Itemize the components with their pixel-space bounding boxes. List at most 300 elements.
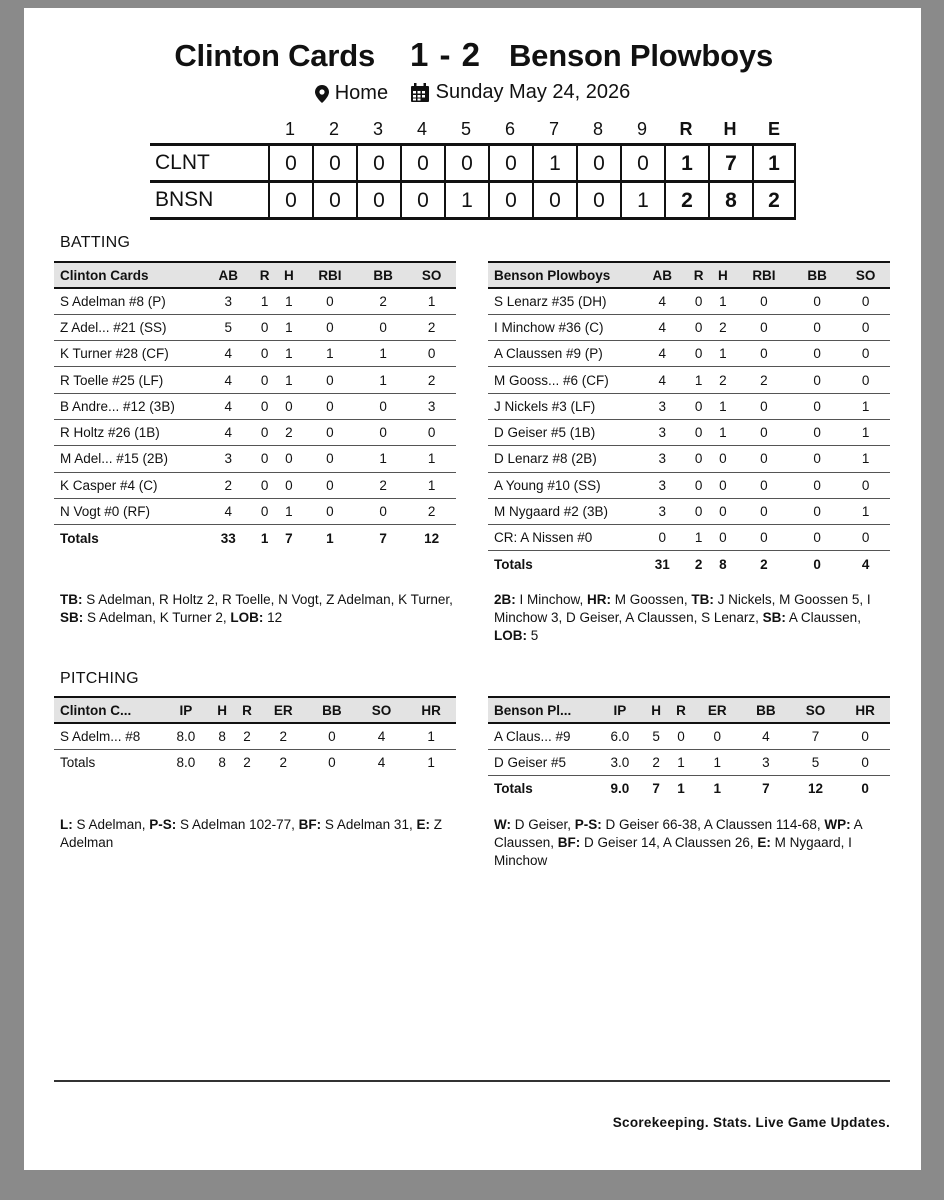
totals-cell: 0 xyxy=(861,781,869,797)
stat-cell: 4 xyxy=(638,341,687,367)
stat-cell: 0 xyxy=(840,749,890,775)
inning-header: 3 xyxy=(372,119,383,139)
line-score-cell: 1 xyxy=(532,145,576,182)
column-header: BB xyxy=(741,697,791,723)
totals-cell: 1 xyxy=(260,530,269,546)
totals-cell: 4 xyxy=(377,755,386,771)
column-header: R xyxy=(669,697,694,723)
line-score-cell: 0 xyxy=(268,182,312,219)
stat-cell: 0 xyxy=(359,498,408,524)
stat-cell: 0 xyxy=(793,446,842,472)
column-header: Benson Pl... xyxy=(488,697,596,723)
player-name: D Geiser #5 xyxy=(488,749,596,775)
line-score-row xyxy=(150,183,796,220)
map-pin-icon xyxy=(315,85,329,103)
column-header: IP xyxy=(596,697,644,723)
column-header: R xyxy=(253,262,277,288)
player-name: S Lenarz #35 (DH) xyxy=(488,288,638,314)
stat-cell: 0 xyxy=(301,498,359,524)
line-score-team: CLNT xyxy=(155,151,210,174)
stat-cell: 0 xyxy=(735,446,793,472)
stat-cell: 1 xyxy=(253,288,277,314)
away-batting-notes xyxy=(60,591,456,627)
line-score-row xyxy=(150,146,796,183)
totals-label: Totals xyxy=(494,781,533,797)
stat-cell: 2 xyxy=(407,314,456,340)
line-score-cell: 1 xyxy=(752,145,796,182)
line-score-cell: 0 xyxy=(268,145,312,182)
note-text: M Goossen, xyxy=(611,592,692,607)
table-row xyxy=(54,367,456,393)
stat-cell: 0 xyxy=(277,446,301,472)
stat-cell: 0 xyxy=(407,341,456,367)
totals-cell: 9.0 xyxy=(610,781,630,797)
totals-cell: 8 xyxy=(218,755,226,771)
stat-cell: 4 xyxy=(204,498,253,524)
table-header-row xyxy=(488,697,890,723)
column-header: R xyxy=(687,262,711,288)
stat-cell: 0 xyxy=(735,498,793,524)
stat-cell: 0 xyxy=(711,472,735,498)
player-name: K Casper #4 (C) xyxy=(54,472,204,498)
stat-cell: 1 xyxy=(406,723,456,749)
line-score-team: BNSN xyxy=(155,188,214,211)
stat-cell: 0 xyxy=(687,419,711,445)
stat-cell: 5 xyxy=(204,314,253,340)
stat-cell: 0 xyxy=(301,314,359,340)
totals-cell: 7 xyxy=(652,781,660,797)
column-header: AB xyxy=(638,262,687,288)
player-name: D Lenarz #8 (2B) xyxy=(488,446,638,472)
stat-cell: 2 xyxy=(204,472,253,498)
stat-cell: 0 xyxy=(253,314,277,340)
stat-cell: 0 xyxy=(735,288,793,314)
stat-cell: 0 xyxy=(301,393,359,419)
totals-cell: 33 xyxy=(220,530,236,546)
inning-header: R xyxy=(679,119,693,139)
note-label: BF: xyxy=(298,817,322,832)
player-name: S Adelm... #8 xyxy=(54,723,162,749)
date-label: Sunday May 24, 2026 xyxy=(435,81,631,103)
table-header-row xyxy=(54,697,456,723)
location-label: Home xyxy=(334,82,389,104)
player-name: S Adelman #8 (P) xyxy=(54,288,204,314)
column-header: BB xyxy=(359,262,408,288)
stat-cell: 0 xyxy=(693,723,741,749)
stat-cell: 0 xyxy=(793,288,842,314)
stat-cell: 1 xyxy=(277,288,301,314)
stat-cell: 2 xyxy=(359,288,408,314)
note-text: A Claussen, xyxy=(494,817,862,850)
table-row xyxy=(54,314,456,340)
stat-cell: 4 xyxy=(741,723,791,749)
player-name: J Nickels #3 (LF) xyxy=(488,393,638,419)
note-text: 12 xyxy=(263,610,283,625)
calendar-icon xyxy=(410,83,430,103)
stat-cell: 0 xyxy=(277,393,301,419)
stat-cell: 4 xyxy=(204,367,253,393)
totals-cell: 1 xyxy=(326,530,334,546)
stat-cell: 0 xyxy=(301,288,359,314)
stat-cell: 3 xyxy=(204,288,253,314)
table-row xyxy=(54,498,456,524)
stat-cell: 0 xyxy=(735,314,793,340)
totals-row xyxy=(54,525,456,551)
stat-cell: 0 xyxy=(793,498,842,524)
column-header: Clinton Cards xyxy=(54,262,204,288)
stat-cell: 2 xyxy=(711,367,735,393)
stat-cell: 1 xyxy=(359,341,408,367)
note-label: TB: xyxy=(691,592,714,607)
away-pitching-notes xyxy=(60,816,456,852)
location xyxy=(315,82,388,105)
stat-cell: 0 xyxy=(841,367,890,393)
stat-cell: 0 xyxy=(359,314,408,340)
stat-cell: 2 xyxy=(711,314,735,340)
totals-cell: 0 xyxy=(813,556,821,572)
batting-heading: BATTING xyxy=(60,234,131,251)
line-score-cell: 0 xyxy=(488,182,532,219)
totals-cell: 8.0 xyxy=(176,755,196,771)
line-score-cell: 2 xyxy=(664,182,708,219)
note-label: SB: xyxy=(762,610,786,625)
line-score-cell: 1 xyxy=(620,182,664,219)
stat-cell: 0 xyxy=(253,498,277,524)
stat-cell: 3 xyxy=(638,498,687,524)
stat-cell: 4 xyxy=(204,393,253,419)
column-header: SO xyxy=(407,262,456,288)
box-score-page xyxy=(24,8,921,1170)
stat-cell: 2 xyxy=(644,749,669,775)
stat-cell: 0 xyxy=(735,419,793,445)
line-score-cell: 0 xyxy=(400,145,444,182)
note-text: S Adelman 31, xyxy=(321,817,417,832)
stat-cell: 0 xyxy=(687,472,711,498)
inning-header: E xyxy=(767,119,780,139)
stat-cell: 0 xyxy=(687,393,711,419)
stat-cell: 0 xyxy=(253,446,277,472)
stat-cell: 1 xyxy=(711,288,735,314)
away-pitching-table xyxy=(54,696,456,776)
stat-cell: 8.0 xyxy=(162,723,210,749)
totals-cell: 1 xyxy=(427,755,435,771)
note-text: D Geiser 66-38, A Claussen 114-68, xyxy=(601,817,825,832)
stat-cell: 1 xyxy=(711,393,735,419)
note-label: BF: xyxy=(557,835,581,850)
home-team-name: Benson Plowboys xyxy=(509,38,773,73)
inning-header: 9 xyxy=(636,119,647,139)
totals-cell: 7 xyxy=(379,530,387,546)
note-text: S Adelman, xyxy=(72,817,150,832)
line-score-cell: 0 xyxy=(312,182,356,219)
stat-cell: 0 xyxy=(687,341,711,367)
totals-cell: 0 xyxy=(328,755,336,771)
player-name: M Gooss... #6 (CF) xyxy=(488,367,638,393)
note-text: A Claussen, xyxy=(785,610,861,625)
stat-cell: 1 xyxy=(841,498,890,524)
stat-cell: 0 xyxy=(687,446,711,472)
totals-cell: 1 xyxy=(677,781,685,797)
stat-cell: 4 xyxy=(357,723,407,749)
column-header: SO xyxy=(791,697,841,723)
totals-cell: 2 xyxy=(243,755,251,771)
stat-cell: 3 xyxy=(638,419,687,445)
totals-cell: 7 xyxy=(285,530,293,546)
stat-cell: 3 xyxy=(407,393,456,419)
final-score: 1 - 2 xyxy=(410,36,482,73)
column-header: AB xyxy=(204,262,253,288)
table-row xyxy=(488,341,890,367)
stat-cell: 3 xyxy=(638,472,687,498)
line-score xyxy=(150,118,796,220)
stat-cell: 3 xyxy=(741,749,791,775)
player-name: R Holtz #26 (1B) xyxy=(54,419,204,445)
pitching-heading: PITCHING xyxy=(60,670,139,687)
stat-cell: 0 xyxy=(735,472,793,498)
line-score-cell: 8 xyxy=(708,182,752,219)
table-row xyxy=(488,472,890,498)
player-name: A Claussen #9 (P) xyxy=(488,341,638,367)
table-row xyxy=(54,419,456,445)
note-label: LOB: xyxy=(494,628,527,643)
stat-cell: 5 xyxy=(791,749,841,775)
column-header: H xyxy=(711,262,735,288)
stat-cell: 1 xyxy=(841,393,890,419)
stat-cell: 0 xyxy=(301,446,359,472)
stat-cell: 0 xyxy=(793,525,842,551)
game-date xyxy=(410,81,631,104)
table-row xyxy=(488,288,890,314)
home-batting-notes xyxy=(494,591,890,645)
stat-cell: 1 xyxy=(841,446,890,472)
stat-cell: 0 xyxy=(253,472,277,498)
totals-cell: 4 xyxy=(861,556,870,572)
column-header: BB xyxy=(307,697,357,723)
totals-cell: 12 xyxy=(424,530,440,546)
player-name: K Turner #28 (CF) xyxy=(54,341,204,367)
away-team-name: Clinton Cards xyxy=(174,38,375,73)
stat-cell: 2 xyxy=(735,367,793,393)
stat-cell: 3 xyxy=(638,393,687,419)
note-label: LOB: xyxy=(230,610,264,625)
stat-cell: 0 xyxy=(711,525,735,551)
stat-cell: 4 xyxy=(204,419,253,445)
stat-cell: 0 xyxy=(841,314,890,340)
totals-label: Totals xyxy=(494,556,533,572)
stat-cell: 0 xyxy=(793,393,842,419)
table-row xyxy=(54,288,456,314)
stat-cell: 0 xyxy=(841,472,890,498)
totals-label: Totals xyxy=(60,530,99,546)
line-score-cell: 0 xyxy=(620,145,664,182)
column-header: Clinton C... xyxy=(54,697,162,723)
game-title xyxy=(24,38,921,82)
stat-cell: 0 xyxy=(735,393,793,419)
column-header: H xyxy=(210,697,235,723)
line-score-cell: 0 xyxy=(532,182,576,219)
line-score-cell: 0 xyxy=(356,145,400,182)
totals-row xyxy=(54,749,456,775)
table-row xyxy=(54,341,456,367)
stat-cell: 0 xyxy=(841,288,890,314)
stat-cell: 4 xyxy=(638,367,687,393)
stat-cell: 0 xyxy=(253,419,277,445)
note-label: TB: xyxy=(60,592,83,607)
column-header: SO xyxy=(357,697,407,723)
inning-header: H xyxy=(723,119,737,139)
stat-cell: 0 xyxy=(793,472,842,498)
line-score-cell: 0 xyxy=(356,182,400,219)
stat-cell: 0 xyxy=(253,341,277,367)
stat-cell: 0 xyxy=(793,367,842,393)
stat-cell: 2 xyxy=(259,723,307,749)
player-name: B Andre... #12 (3B) xyxy=(54,393,204,419)
line-score-cell: 0 xyxy=(444,145,488,182)
stat-cell: 0 xyxy=(301,419,359,445)
stat-cell: 1 xyxy=(669,749,694,775)
stat-cell: 1 xyxy=(711,419,735,445)
stat-cell: 0 xyxy=(359,419,408,445)
note-label: L: xyxy=(60,817,73,832)
inning-header: 5 xyxy=(460,119,471,139)
table-row xyxy=(488,393,890,419)
column-header: IP xyxy=(162,697,210,723)
line-score-cell: 1 xyxy=(444,182,488,219)
player-name: M Adel... #15 (2B) xyxy=(54,446,204,472)
note-label: SB: xyxy=(60,610,84,625)
note-label: E: xyxy=(416,817,430,832)
column-header: RBI xyxy=(301,262,359,288)
totals-cell: 2 xyxy=(760,556,768,572)
stat-cell: 0 xyxy=(687,498,711,524)
stat-cell: 1 xyxy=(359,446,408,472)
totals-cell: 8 xyxy=(719,556,727,572)
note-text: D Geiser, xyxy=(511,817,575,832)
note-text: 5 xyxy=(527,628,539,643)
stat-cell: 0 xyxy=(735,525,793,551)
stat-cell: 1 xyxy=(277,498,301,524)
table-row xyxy=(488,419,890,445)
stat-cell: 0 xyxy=(840,723,890,749)
footer-divider xyxy=(54,1080,890,1082)
stat-cell: 4 xyxy=(638,314,687,340)
stat-cell: 1 xyxy=(687,367,711,393)
totals-cell: 31 xyxy=(654,556,670,572)
stat-cell: 0 xyxy=(711,446,735,472)
stat-cell: 0 xyxy=(687,314,711,340)
stat-cell: 1 xyxy=(277,314,301,340)
note-text: M Nygaard, I Minchow xyxy=(494,835,852,868)
inning-header: 6 xyxy=(504,119,515,139)
player-name: N Vogt #0 (RF) xyxy=(54,498,204,524)
stat-cell: 7 xyxy=(791,723,841,749)
totals-cell: 2 xyxy=(694,556,703,572)
stat-cell: 1 xyxy=(687,525,711,551)
player-name: M Nygaard #2 (3B) xyxy=(488,498,638,524)
home-pitching-table xyxy=(488,696,890,802)
stat-cell: 1 xyxy=(693,749,741,775)
stat-cell: 6.0 xyxy=(596,723,644,749)
stat-cell: 8 xyxy=(210,723,235,749)
column-header: ER xyxy=(259,697,307,723)
stat-cell: 3 xyxy=(204,446,253,472)
totals-cell: 12 xyxy=(808,781,824,797)
stat-cell: 0 xyxy=(301,367,359,393)
column-header: Benson Plowboys xyxy=(488,262,638,288)
stat-cell: 0 xyxy=(277,472,301,498)
line-score-cell: 0 xyxy=(576,182,620,219)
stat-cell: 2 xyxy=(407,367,456,393)
stat-cell: 2 xyxy=(359,472,408,498)
note-text: J Nickels, M Goossen 5, I Minchow 3, D Geiser, A Claussen, S Lenarz, xyxy=(494,592,871,625)
stat-cell: 1 xyxy=(301,341,359,367)
table-row xyxy=(488,525,890,551)
note-label: P-S: xyxy=(149,817,177,832)
column-header: ER xyxy=(693,697,741,723)
stat-cell: 0 xyxy=(793,341,842,367)
line-score-cell: 2 xyxy=(752,182,796,219)
player-name: I Minchow #36 (C) xyxy=(488,314,638,340)
column-header: BB xyxy=(793,262,842,288)
table-header-row xyxy=(488,262,890,288)
totals-cell: 1 xyxy=(713,781,721,797)
game-meta xyxy=(24,81,921,109)
stat-cell: 0 xyxy=(307,723,357,749)
home-pitching-notes xyxy=(494,816,894,870)
inning-header: 2 xyxy=(328,119,339,139)
player-name: CR: A Nissen #0 xyxy=(488,525,638,551)
inning-header: 4 xyxy=(416,119,427,139)
note-label: P-S: xyxy=(574,817,602,832)
totals-cell: 2 xyxy=(279,755,287,771)
stat-cell: 5 xyxy=(644,723,669,749)
line-score-cell: 0 xyxy=(488,145,532,182)
column-header: RBI xyxy=(735,262,793,288)
note-text: S Adelman, K Turner 2, xyxy=(83,610,231,625)
line-score-cell: 0 xyxy=(576,145,620,182)
column-header: HR xyxy=(840,697,890,723)
player-name: D Geiser #5 (1B) xyxy=(488,419,638,445)
stat-cell: 1 xyxy=(359,367,408,393)
note-text: S Adelman, R Holtz 2, R Toelle, N Vogt, Z Adelman, K Turner, xyxy=(82,592,453,607)
table-row xyxy=(488,749,890,775)
stat-cell: 1 xyxy=(711,341,735,367)
stat-cell: 0 xyxy=(687,288,711,314)
player-name: R Toelle #25 (LF) xyxy=(54,367,204,393)
stat-cell: 1 xyxy=(277,367,301,393)
column-header: HR xyxy=(406,697,456,723)
line-score-cell: 0 xyxy=(312,145,356,182)
table-row xyxy=(54,472,456,498)
player-name: Z Adel... #21 (SS) xyxy=(54,314,204,340)
line-score-cell: 1 xyxy=(664,145,708,182)
note-label: 2B: xyxy=(494,592,516,607)
note-text: S Adelman 102-77, xyxy=(176,817,299,832)
column-header: SO xyxy=(841,262,890,288)
line-score-cell: 7 xyxy=(708,145,752,182)
note-label: W: xyxy=(494,817,511,832)
stat-cell: 0 xyxy=(711,498,735,524)
table-row xyxy=(488,723,890,749)
totals-row xyxy=(488,776,890,802)
note-label: HR: xyxy=(587,592,612,607)
column-header: H xyxy=(644,697,669,723)
line-score-cell: 0 xyxy=(400,182,444,219)
stat-cell: 2 xyxy=(235,723,260,749)
stat-cell: 4 xyxy=(204,341,253,367)
player-name: A Claus... #9 xyxy=(488,723,596,749)
table-row xyxy=(488,314,890,340)
